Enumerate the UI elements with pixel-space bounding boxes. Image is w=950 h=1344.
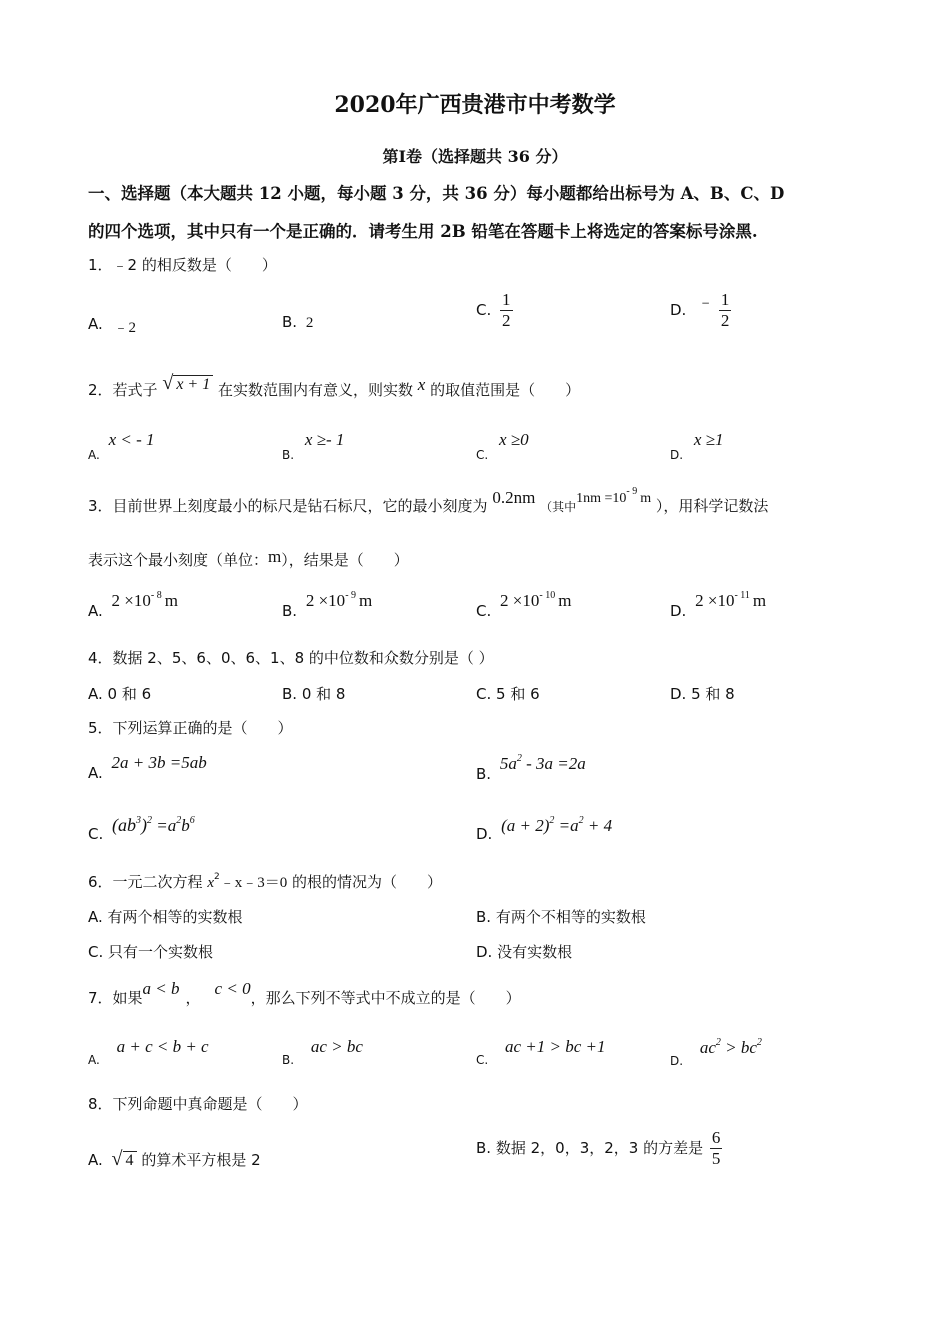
q2-c-value: x ≥0	[498, 430, 529, 449]
q7-d-exp2: 2	[756, 1037, 762, 1048]
q3-option-c	[476, 590, 572, 620]
q1-c-label: C.	[476, 301, 492, 319]
q1-b-label: B.	[282, 313, 298, 331]
q4-option-a: A. 0 和 6	[88, 685, 152, 703]
q1-d-numerator: 1	[720, 290, 730, 309]
q3-option-d	[670, 590, 767, 620]
q2-radicand: x + 1	[173, 375, 213, 393]
question-8-stem: 8．下列命题中真命题是（ ）	[88, 1095, 308, 1113]
q5-option-a	[88, 753, 207, 782]
q1-d-denominator: 2	[720, 311, 730, 330]
q8-b-denominator: 5	[711, 1149, 721, 1168]
q3-a-unit: m	[164, 591, 178, 610]
q6-option-a: A. 有两个相等的实数根	[88, 908, 243, 926]
q6-eq-exp: 2	[214, 872, 220, 882]
q6-option-b: B. 有两个不相等的实数根	[476, 908, 646, 926]
q7-b-label: B.	[282, 1053, 295, 1067]
question-3-stem	[88, 486, 769, 516]
q5-c-exp1: 3	[136, 815, 142, 826]
q5-c-label: C.	[88, 825, 104, 843]
q3-b-label: B.	[282, 602, 298, 620]
q1-c-denominator: 2	[502, 311, 511, 330]
q6-option-d: D. 没有实数根	[476, 943, 573, 961]
q5-option-b	[476, 753, 586, 783]
q3-note	[576, 486, 652, 506]
q7-option-a	[88, 1037, 209, 1067]
q5-d-label: D.	[476, 825, 493, 843]
q7-stem-a: 7．如果	[88, 989, 143, 1007]
q3-option-a	[88, 590, 178, 620]
q2-b-label: B.	[282, 448, 295, 462]
q2-stem-b: 在实数范围内有意义，则实数	[218, 381, 414, 399]
q3-value: 0.2nm	[492, 488, 536, 507]
q1-b-value: 2	[305, 315, 314, 331]
q2-option-a	[88, 430, 155, 462]
q3-b-base: 2 ×10	[305, 591, 346, 610]
q2-b-value: x ≥- 1	[304, 430, 345, 449]
q3-a-base: 2 ×10	[111, 591, 151, 610]
q3-d-base: 2 ×10	[695, 591, 735, 610]
q5-b-pre: 5a	[499, 754, 517, 773]
q1-option-a	[88, 313, 136, 334]
question-7-stem	[88, 979, 521, 1008]
q2-stem-c: 的取值范围是（ ）	[430, 381, 581, 399]
page-title: 2020年广西贵港市中考数学	[334, 92, 616, 118]
q5-b-exp: 2	[516, 753, 522, 764]
q7-cond1: a < b	[142, 979, 180, 998]
q3-line2-a: 表示这个最小刻度（单位：	[88, 551, 269, 569]
question-2-stem	[88, 372, 581, 401]
q8-a-text: 的算术平方根是 2	[141, 1151, 261, 1169]
q7-comma: ，	[185, 989, 201, 1007]
q1-a-label: A.	[88, 315, 103, 333]
q3-d-unit: m	[752, 591, 767, 610]
q5-c-pre: (ab	[112, 815, 137, 835]
question-6-stem	[88, 871, 442, 892]
q8-a-label: A.	[88, 1151, 103, 1169]
q5-b-post: - 3a =2a	[521, 754, 586, 773]
q2-d-value: x ≥1	[693, 430, 724, 449]
q2-option-c	[476, 430, 529, 462]
q7-c-value: ac +1 > bc +1	[504, 1037, 606, 1056]
q3-note-exp: - 9	[626, 486, 638, 497]
q5-a-label: A.	[88, 764, 103, 782]
q6-eq-x: x	[207, 875, 214, 891]
q7-option-c	[476, 1037, 606, 1067]
q3-c-exp: - 10	[539, 590, 556, 601]
q7-stem-b: ，那么下列不等式中不成立的是（ ）	[250, 989, 521, 1007]
q7-b-value: ac > bc	[310, 1037, 363, 1056]
q5-d-pre: (a + 2)	[501, 816, 550, 835]
q4-option-d: D. 5 和 8	[670, 685, 735, 703]
q3-b-unit: m	[359, 591, 373, 610]
q5-c-exp2: 2	[147, 815, 153, 826]
q3-c-label: C.	[476, 602, 492, 620]
q3-d-label: D.	[670, 602, 687, 620]
q3-d-exp: - 11	[734, 590, 750, 601]
q6-eq-rest: ﹣x﹣3＝0	[219, 875, 288, 891]
q3-stem-a: 3．目前世界上刻度最小的标尺是钻石标尺，它的最小刻度为	[88, 497, 488, 515]
q1-d-sign: ﹣	[697, 292, 715, 311]
q7-a-label: A.	[88, 1053, 100, 1067]
q3-option-b	[282, 590, 373, 620]
q7-d-label: D.	[670, 1054, 684, 1068]
q5-d-exp1: 2	[549, 815, 555, 826]
q1-d-fraction	[719, 290, 732, 331]
q8-a-sqrt-sign: √	[111, 1148, 123, 1170]
q6-option-c: C. 只有一个实数根	[88, 943, 214, 961]
q3-note-base: 1nm =10	[576, 491, 627, 506]
q2-stem-a: 2．若式子	[88, 381, 158, 399]
q8-b-numerator: 6	[711, 1128, 721, 1147]
q1-d-label: D.	[670, 301, 687, 319]
q1-a-value: ﹣2	[113, 320, 137, 336]
instruction-line-2: 的四个选项，其中只有一个是正确的．请考生用 2B 铅笔在答题卡上将选定的答案标号涂黑.	[88, 222, 758, 241]
q2-sqrt-sign: √	[162, 372, 174, 394]
q8-option-a	[88, 1148, 261, 1171]
q2-c-label: C.	[476, 448, 489, 462]
section-subtitle: 第Ⅰ卷（选择题共 36 分）	[382, 147, 568, 166]
q5-a-value: 2a + 3b =5ab	[111, 753, 207, 772]
q3-note-unit: m	[640, 491, 652, 506]
q5-c-exp3: 2	[176, 815, 182, 826]
q5-c-exp4: 6	[189, 815, 195, 826]
instruction-line-1: 一、选择题（本大题共 12 小题，每小题 3 分，共 36 分）每小题都给出标号为 A、B、C、D	[88, 184, 785, 203]
q2-a-value: x < - 1	[108, 430, 155, 449]
q2-option-b	[282, 430, 345, 462]
q8-a-sqrt	[112, 1148, 137, 1171]
q3-b-exp: - 9	[345, 590, 357, 601]
q5-d-exp2: 2	[578, 815, 584, 826]
q4-option-c: C. 5 和 6	[476, 685, 540, 703]
question-3-line-2	[88, 549, 409, 570]
q5-option-d	[476, 815, 613, 843]
q1-c-numerator: 1	[502, 290, 511, 309]
q5-b-label: B.	[476, 765, 492, 783]
q5-d-eq: =a	[554, 816, 579, 835]
q2-option-d	[670, 430, 724, 462]
q8-b-text: 数据 2，0，3，2，3 的方差是	[495, 1139, 704, 1157]
q5-c-mid: )	[141, 815, 148, 835]
q3-a-label: A.	[88, 602, 103, 620]
q3-c-base: 2 ×10	[500, 591, 540, 610]
q2-variable: x	[417, 375, 426, 394]
q8-b-label: B.	[476, 1139, 492, 1157]
q1-option-b	[282, 313, 313, 332]
q8-a-radicand: 4	[123, 1151, 137, 1169]
q5-option-c	[88, 815, 195, 843]
q1-option-c	[476, 290, 513, 331]
q7-option-d	[670, 1037, 762, 1068]
q3-line2-b: ），结果是（ ）	[281, 551, 409, 569]
q3-unit: m	[268, 547, 282, 566]
q2-a-label: A.	[88, 448, 100, 462]
q5-c-b: b	[181, 816, 190, 835]
q8-option-b	[476, 1128, 722, 1169]
q6-stem-a: 6．一元二次方程	[88, 873, 203, 891]
q4-option-b: B. 0 和 8	[282, 685, 346, 703]
q2-d-label: D.	[670, 448, 684, 462]
q8-b-fraction	[710, 1128, 723, 1169]
q3-stem-c: ），用科学记数法	[655, 497, 769, 515]
q7-d-pre: ac	[699, 1038, 716, 1057]
q7-d-mid: > bc	[720, 1038, 757, 1057]
q1-option-d	[670, 290, 731, 331]
q3-stem-b: （其中	[540, 500, 577, 514]
q6-stem-b: 的根的情况为（ ）	[292, 873, 443, 891]
q2-sqrt-expression	[162, 372, 213, 395]
q7-d-exp1: 2	[715, 1037, 721, 1048]
q1-c-fraction	[500, 290, 513, 331]
question-1-stem: 1．﹣2 的相反数是（ ）	[88, 256, 277, 274]
q7-option-b	[282, 1037, 363, 1067]
q3-a-exp: - 8	[150, 590, 162, 601]
q5-c-eq: =a	[152, 816, 177, 835]
question-4-stem: 4．数据 2、5、6、0、6、1、8 的中位数和众数分别是（ ）	[88, 649, 494, 667]
q7-a-value: a + c < b + c	[116, 1037, 209, 1056]
question-5-stem: 5．下列运算正确的是（ ）	[88, 719, 293, 737]
q5-d-post: + 4	[583, 816, 613, 835]
q7-c-label: C.	[476, 1053, 489, 1067]
q7-cond2: c < 0	[214, 979, 251, 998]
q3-c-unit: m	[558, 591, 572, 610]
